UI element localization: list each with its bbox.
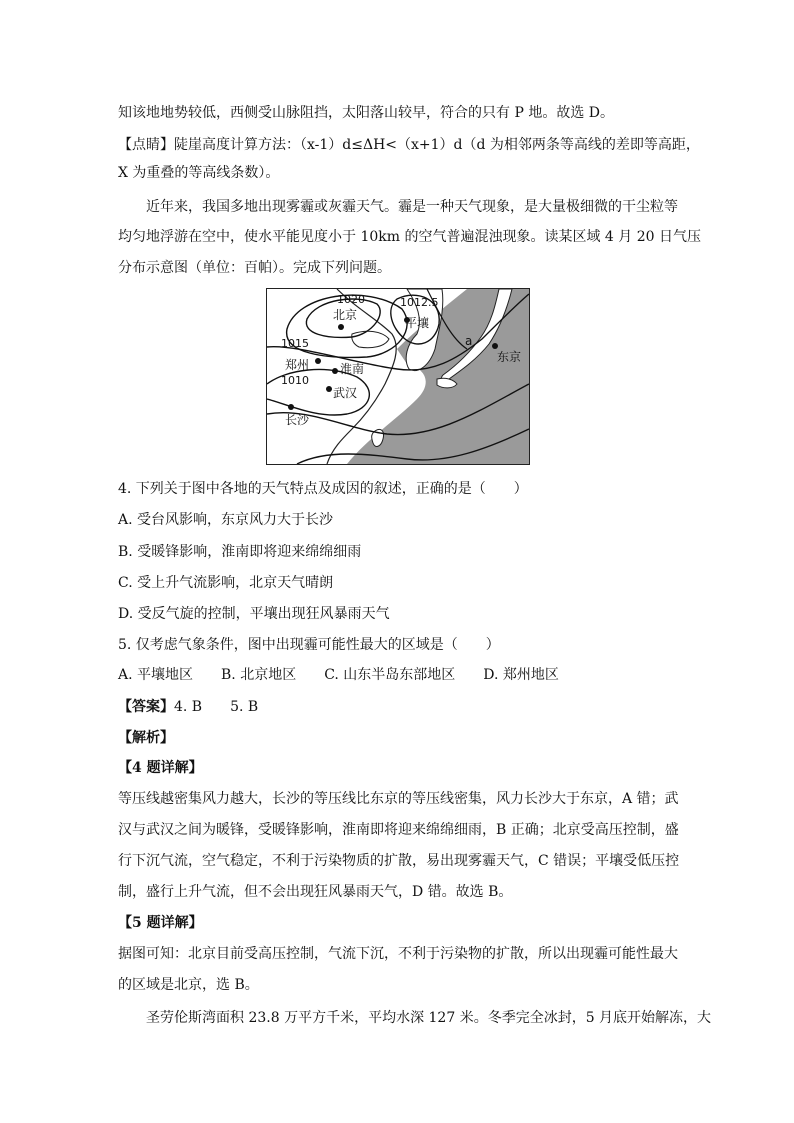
shandong-landmass: [352, 331, 389, 347]
answer-line: [118, 697, 678, 717]
analysis-line: 的区域是北京，选 B。: [118, 977, 259, 993]
city-marker: [338, 324, 344, 330]
section-4-heading: 【4 题详解】: [118, 760, 203, 776]
city-marker: [288, 404, 294, 410]
analysis-line: 行下沉气流，空气稳定，不利于污染物质的扩散，易出现雾霾天气，C 错误；平壤受低压控: [118, 853, 680, 869]
city-label-zhengzhou: 郑州: [285, 358, 310, 372]
city-label-beijing: 北京: [333, 308, 358, 322]
text-line: 分布示意图（单位：百帕）。完成下列问题。: [118, 260, 391, 276]
analysis-line: 制，盛行上升气流，但不会出现狂风暴雨天气，D 错。故选 B。: [118, 884, 513, 900]
question-5: 5. 仅考虑气象条件，图中出现霾可能性最大的区域是（ ）: [118, 637, 500, 653]
question-4: 4. 下列关于图中各地的天气特点及成因的叙述，正确的是（ ）: [118, 481, 528, 497]
text-line: 圣劳伦斯湾面积 23.8 万平方千米，平均水深 127 米。冬季完全冰封，5 月底开始解冻，大: [146, 1010, 712, 1026]
section-5-heading: 【5 题详解】: [118, 915, 203, 931]
question-5-options: A. 平壤地区 B. 北京地区 C. 山东半岛东部地区 D. 郑州地区: [118, 667, 559, 683]
text-line: X 为重叠的等高线条数）。: [118, 165, 280, 181]
isobar-label: 1015: [281, 337, 309, 350]
city-marker: [315, 358, 321, 364]
pressure-map: [266, 288, 530, 465]
city-label-wuhan: 武汉: [333, 386, 358, 400]
analysis-line: 汉与武汉之间为暖锋，受暖锋影响，淮南即将迎来绵绵细雨，B 正确；北京受高压控制，盛: [118, 822, 679, 838]
city-label-tokyo: 东京: [497, 350, 522, 364]
analysis-line: 据图可知：北京目前受高压控制，气流下沉，不利于污染物的扩散，所以出现霾可能性最大: [118, 946, 678, 962]
text-line: 知该地地势较低，西侧受山脉阻挡，太阳落山较早，符合的只有 P 地。故选 D。: [118, 105, 614, 121]
text-line: 近年来，我国多地出现雾霾或灰霾天气。霾是一种天气现象，是大量极细微的干尘粒等: [146, 199, 678, 215]
analysis-heading: 【解析】: [118, 730, 174, 746]
answer-label: 【答案】: [118, 699, 174, 715]
option-4b: B. 受暖锋影响，淮南即将迎来绵绵细雨: [118, 544, 362, 560]
isobar-label: 1012.5: [400, 296, 439, 309]
city-label-pyongyang: 平壤: [405, 316, 430, 330]
answer-text: 4. B 5. B: [174, 699, 259, 715]
isobar-label: 1010: [281, 374, 309, 387]
option-4c: C. 受上升气流影响，北京天气晴朗: [118, 575, 334, 591]
text-line: 均匀地浮游在空中，使水平能见度小于 10km 的空气普遍混浊现象。读某区域 4 月 20 日气压: [118, 229, 701, 245]
city-marker: [492, 343, 498, 349]
isobar-label: 1020: [337, 293, 365, 306]
option-4a: A. 受台风影响，东京风力大于长沙: [118, 512, 334, 528]
option-4d: D. 受反气旋的控制，平壤出现狂风暴雨天气: [118, 606, 390, 622]
city-label-huainan: 淮南: [340, 362, 365, 376]
analysis-line: 等压线越密集风力越大，长沙的等压线比东京的等压线密集，风力长沙大于东京，A 错；武: [118, 791, 679, 807]
city-label-changsha: 长沙: [285, 413, 310, 427]
city-marker: [332, 368, 338, 374]
city-marker: [326, 386, 332, 392]
map-letter-a: a: [465, 334, 473, 348]
text-line: 【点睛】陡崖高度计算方法：（x-1）d≤ΔH<（x+1）d（d 为相邻两条等高线的差即等高距，: [118, 137, 700, 153]
